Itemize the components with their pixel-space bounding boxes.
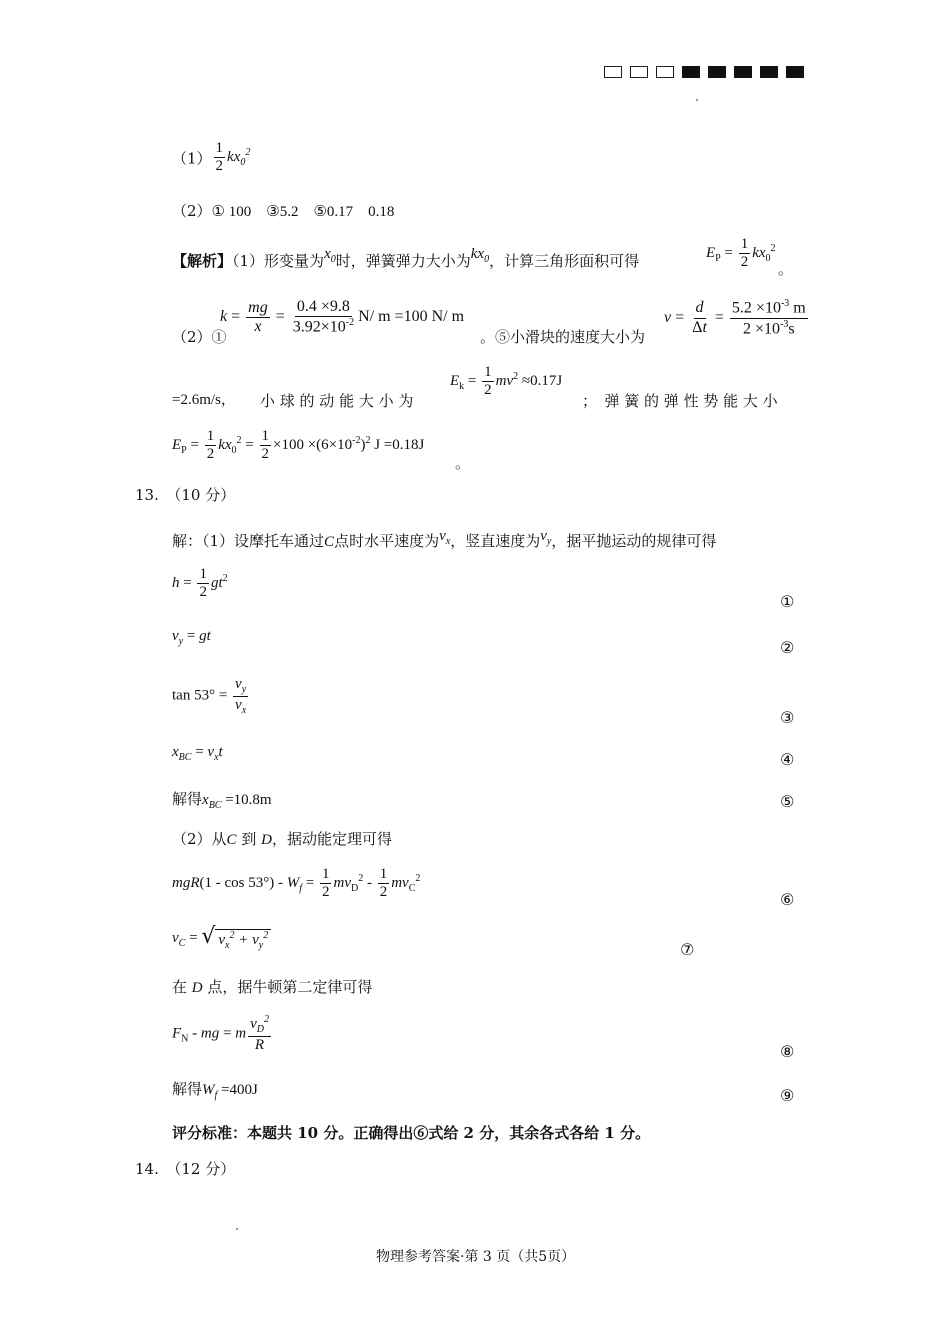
formula-vx: $v_x$ bbox=[439, 528, 451, 547]
equation-mark-5: ⑤ bbox=[780, 792, 795, 811]
sub2-label: （2）① bbox=[172, 328, 227, 346]
header-box-empty bbox=[656, 66, 674, 78]
equation-mark-3: ③ bbox=[780, 708, 795, 727]
analysis-line-1 bbox=[172, 246, 640, 273]
question-13-score: （10 分） bbox=[173, 486, 236, 504]
v-numerator: 5.2 ×10 bbox=[731, 299, 781, 317]
q13-intro bbox=[172, 530, 716, 553]
header-box-filled bbox=[734, 66, 752, 78]
formula-potential-energy: $E_P$ = $\frac{1}{2}$ $kx_0^2$ = $\frac{1}{2}$ $\times 100 \times(6\times 10^{-2})^2$ J =0.18J bbox=[172, 428, 425, 463]
q13-intro-d: ，据平抛运动的规律可得 bbox=[551, 532, 717, 550]
ep-close: ) bbox=[360, 437, 366, 454]
result-2: 解得$W_f =400J$ bbox=[172, 1080, 258, 1101]
formula-ep-triangle: $E_P$ = $\frac{1}{2}$ $kx_0^2$ bbox=[706, 236, 776, 271]
ep-period: 。 bbox=[455, 454, 471, 472]
header-box-filled bbox=[786, 66, 804, 78]
k-exponent: -2 bbox=[345, 317, 355, 329]
ep-calc: ×100 ×(6×10 bbox=[273, 437, 353, 454]
k-unit-result: N/ m =100 N/ m bbox=[358, 308, 465, 326]
header-box-filled bbox=[708, 66, 726, 78]
v-den-unit: s bbox=[788, 320, 795, 338]
point-d: D bbox=[261, 832, 272, 848]
formula-4: $x_{BC} = v_xt$ bbox=[172, 744, 223, 763]
part2-c: ，据动能定理可得 bbox=[271, 830, 392, 848]
answer-2-values: ① 100 ③5.2 ⑤0.17 0.18 bbox=[211, 204, 395, 220]
answer-2 bbox=[172, 200, 394, 221]
speck bbox=[236, 1228, 238, 1230]
header-box-filled bbox=[760, 66, 778, 78]
part2-a: （2）从 bbox=[172, 830, 227, 848]
formula-half: $\frac{1}{2}$ bbox=[215, 140, 224, 175]
speck bbox=[696, 99, 698, 101]
page-footer: 物理参考答案·第 3 页（共5页） bbox=[376, 1249, 576, 1265]
formula-8: $F_N$ - mg = m $\frac{v_D^2}{R}$ bbox=[172, 1014, 269, 1053]
question-14-score: （12 分） bbox=[173, 1160, 236, 1178]
point-c-2: C bbox=[226, 832, 237, 848]
analysis-text-3: ，计算三角形面积可得 bbox=[489, 252, 640, 270]
q13-intro-a: 解：（1）设摩托车通过 bbox=[172, 532, 325, 550]
ep-value: J =0.18J bbox=[374, 437, 425, 454]
result-1-label: 解得 bbox=[172, 790, 203, 808]
equation-mark-6: ⑥ bbox=[780, 890, 795, 909]
answer-1-label: （1） bbox=[172, 149, 212, 168]
point-c: C bbox=[324, 534, 335, 550]
header-box-filled bbox=[682, 66, 700, 78]
grading-standard: 评分标准：本题共 10 分。正确得出⑥式给 2 分，其余各式各给 1 分。 bbox=[172, 1124, 651, 1142]
k-numerator: 0.4 ×9.8 bbox=[295, 298, 352, 317]
formula-velocity: v = $\frac{d}{\Delta t}$ = $\frac{5.2 \times 10^{-3} m}{2 \times 10^{-3}s}$ bbox=[664, 298, 806, 338]
part2-b: 到 bbox=[241, 830, 257, 848]
equation-mark-9: ⑨ bbox=[780, 1086, 795, 1105]
analysis-end: 。 bbox=[778, 260, 794, 278]
result-2-label: 解得 bbox=[172, 1080, 203, 1098]
newton-b: 点，据牛顿第二定律可得 bbox=[207, 978, 373, 996]
point-d-2: D bbox=[191, 980, 203, 996]
velocity-intro: 。⑤小滑块的速度大小为 bbox=[480, 328, 646, 346]
ke-value: ≈0.17J bbox=[521, 373, 563, 390]
v-den-exp: -3 bbox=[780, 318, 789, 330]
formula-7: $v_C$ = √ $v_x^2 + v_y^2$ bbox=[172, 926, 271, 951]
question-13-number: 13. bbox=[135, 486, 159, 504]
formula-3: tan 53° = $\frac{v_y}{v_x}$ bbox=[172, 676, 247, 716]
formula-kinetic-energy: $E_k$ = $\frac{1}{2}$ $mv^2 \approx 0.17J$ bbox=[450, 364, 563, 399]
equation-mark-1: ① bbox=[780, 592, 795, 611]
analysis-tag: 【解析】 bbox=[172, 252, 233, 270]
v-num-unit: m bbox=[789, 299, 806, 317]
q13-intro-b: 点时水平速度为 bbox=[334, 532, 440, 550]
q13-newton-intro bbox=[172, 976, 372, 997]
formula-6: $mgR(1 - \cos 53^\circ) - W_f$ = $\frac{1}{2}$ $mv_D^2$ - $\frac{1}{2}$ $mv_C^2$ bbox=[172, 866, 421, 901]
ep-exponent: -2 bbox=[352, 435, 361, 447]
equation-mark-8: ⑧ bbox=[780, 1042, 795, 1061]
header-box-row bbox=[604, 66, 804, 78]
question-13-header bbox=[135, 484, 235, 505]
equation-mark-4: ④ bbox=[780, 750, 795, 769]
formula-kx0: $kx_0^2$ bbox=[227, 147, 251, 169]
question-14-header bbox=[135, 1158, 235, 1179]
formula-kx0-inline: $kx_0$ bbox=[470, 246, 490, 265]
formula-k-calc: k = $\frac{mg}{x}$ = $\frac{0.4 \times 9.8}{3.92\times 10^{-2}}$ N/ m =100 N/ m bbox=[220, 298, 465, 336]
q13-part2 bbox=[172, 828, 392, 849]
newton-a: 在 bbox=[172, 978, 188, 996]
answer-1 bbox=[172, 140, 250, 176]
q13-intro-c: ，竖直速度为 bbox=[450, 532, 541, 550]
formula-x0: $x_0$ bbox=[324, 246, 336, 265]
analysis-text-2: 时，弹簧弹力大小为 bbox=[335, 252, 471, 270]
potential-energy-text: ； 弹 簧 的 弹 性 势 能 大 小 bbox=[582, 392, 778, 410]
formula-1: h = $\frac{1}{2}$ $gt^2$ bbox=[172, 566, 228, 601]
kinetic-energy-text: 小 球 的 动 能 大 小 为 bbox=[260, 392, 414, 410]
result-2-value: =400J bbox=[221, 1082, 258, 1098]
question-14-number: 14. bbox=[135, 1160, 159, 1178]
formula-2: $v_y$ = gt bbox=[172, 628, 211, 647]
header-box-empty bbox=[630, 66, 648, 78]
k-denominator: 3.92×10 bbox=[292, 318, 346, 336]
formula-vy: $v_y$ bbox=[540, 528, 552, 547]
v-denominator: 2 ×10 bbox=[743, 320, 781, 338]
answer-2-label: （2） bbox=[172, 202, 212, 220]
v-num-exp: -3 bbox=[780, 298, 790, 309]
result-1-value: =10.8m bbox=[225, 792, 272, 808]
equation-mark-7: ⑦ bbox=[680, 940, 695, 959]
header-box-empty bbox=[604, 66, 622, 78]
velocity-value: =2.6m/s， bbox=[172, 392, 236, 408]
equation-mark-2: ② bbox=[780, 638, 795, 657]
result-1: 解得$x_{BC} =10.8m$ bbox=[172, 790, 272, 811]
analysis-text-1: （1）形变量为 bbox=[232, 252, 325, 270]
